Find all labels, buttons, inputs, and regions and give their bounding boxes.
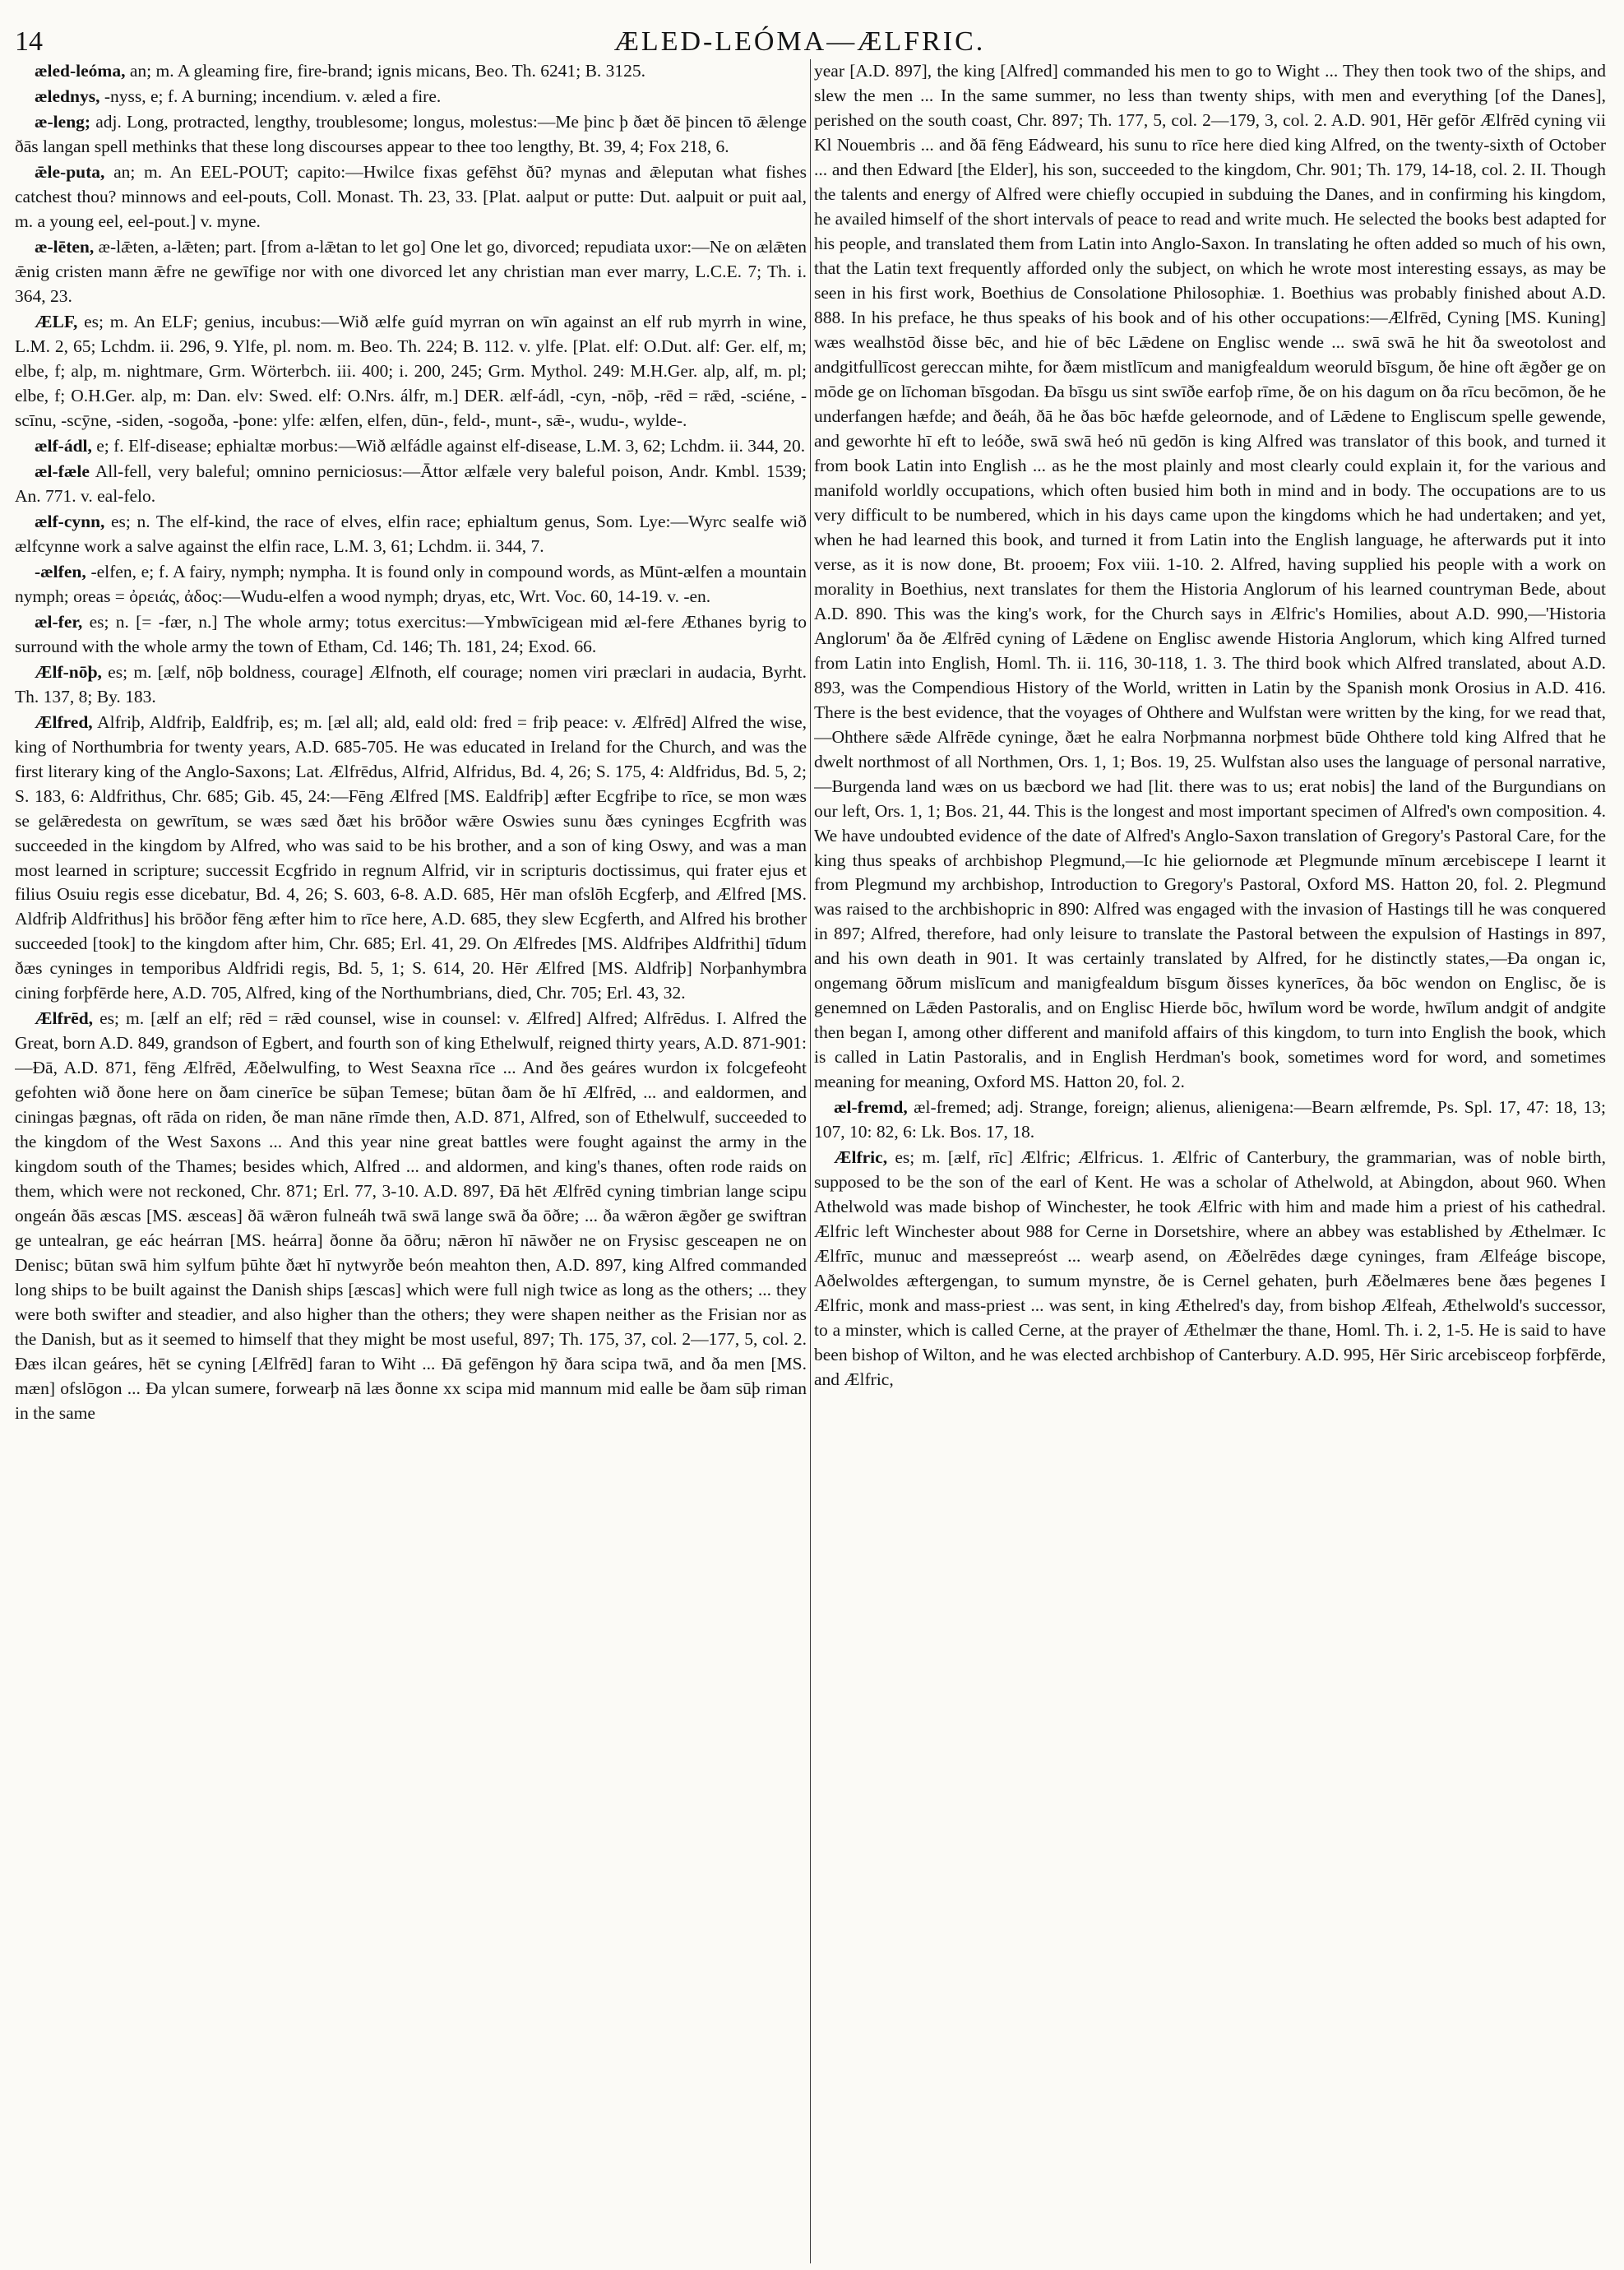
- entry-text: -nyss, e; f. A burning; incendium. v. æled a fire.: [104, 86, 442, 106]
- entry-text: es; n. [= -fær, n.] The whole army; totus exercitus:—Ymbwīcigean mid æl-fere Æthanes byrig to surround with the whole army the town of Etham, Cd. 146; Th. 181, 24; Exod. 66.: [15, 611, 807, 656]
- entry-text: es; n. The elf-kind, the race of elves, elfin race; ephialtum genus, Som. Lye:—Wyrc sealfe wið ælfcynne work a salve against the elfin race, L.M. 3, 61; Lchdm. ii. 344, 7.: [15, 511, 807, 556]
- entry-headword: Ælfric,: [834, 1147, 888, 1168]
- entry-text: e; f. Elf-disease; ephialtæ morbus:—Wið ælfádle against elf-disease, L.M. 3, 62; Lchdm. ii. 344, 20.: [96, 435, 806, 456]
- dictionary-entry: [15, 510, 807, 559]
- entry-text: Alfriþ, Aldfriþ, Ealdfriþ, es; m. [æl all; ald, eald old: fred = friþ peace: v. Ælfrēd] Alfred the wise, king of Northumbria for twenty years, A.D. 685-705. He was educated in Ireland for the Church, and was the first literary king of the Anglo-Saxons; Lat. Ælfrēdus, Alfrid, Alfridus, Bd. 4, 26; S. 175, 4: Aldfridus, Bd. 5, 2; S. 183, 6: Aldfrithus, Chr. 685; Gib. 45, 24:—Fēng Ælfred [MS. Ealdfriþ] æfter Ecgfriþe to rīce, se mon wæs se gelǣredesta on gewrītum, se wæs sæd ðæt his brōðor wǣre Oswies sunu ðæs cyninges Ecgfrith was succeeded in the kingdom by Alfred, who was said to be his brother, and a son of king Oswy, and was a man most learned in scripture; successit Ecgfrido in regnum Alfrid, vir in scripturis doctissimus, qui frater ejus et filius Osuiu regis esse dicebatur, Bd. 4, 26; S. 603, 6-8. A.D. 685, Hēr man ofslōh Ecgferþ, and Ælfred [MS. Aldfriþ Aldfrithus] his brōðor fēng æfter him to rīce here, A.D. 685, they slew Ecgferth, and Alfred his brother succeeded [took] to the kingdom after him, Chr. 685; Erl. 41, 29. On Ælfredes [MS. Aldfriþes Aldfrithi] tīdum ðæs cyninges in temporibus Aldfridi regis, Bd. 5, 1; S. 614, 20. Hēr Ælfred [MS. Aldfriþ] Norþanhymbra cining forþfērde here, A.D. 705, Alfred, king of the Northumbrians, died, Chr. 705; Erl. 43, 32.: [15, 711, 807, 1003]
- entry-text: -elfen, e; f. A fairy, nymph; nympha. It is found only in compound words, as Mūnt-ælfen a mountain nymph; oreas = ὀρειάς, ἀδος:—Wudu-elfen a wood nymph; dryas, etc, Wrt. Voc. 60, 14-19. v. -en.: [15, 561, 807, 606]
- dictionary-entry: [15, 460, 807, 509]
- entry-text: year [A.D. 897], the king [Alfred] commanded his men to go to Wight ... They then took two of the ships, and slew the men ... In the same summer, no less than twenty ships, with men and everything [of the Danes], perished on the south coast, Chr. 897; Th. 177, 5, col. 2—179, 3, col. 2. A.D. 901, Hēr gefōr Ælfrēd cyning vii Kl Nouembris ... and ðā fēng Eádweard, his sunu to rīce here died king Alfred, on the twenty-sixth of October ... and then Edward [the Elder], his son, succeeded to the kingdom, Chr. 901; Th. 179, 14-18, col. 2. II. Though the talents and energy of Alfred were chiefly occupied in subduing the Danes, and in confirming his kingdom, he availed himself of the short intervals of peace to read and write much. He selected the books best adapted for his people, and translated them from Latin into Anglo-Saxon. In translating he often added so much of his own, that the Latin text frequently afforded only the subject, on which he wrote most interesting essays, as may be seen in his first work, Boethius de Consolatione Philosophiæ. 1. Boethius was probably finished about A.D. 888. In his preface, he thus speaks of his book and of his other occupations:—Ælfrēd, Cyning [MS. Kuning] wæs wealhstōd ðisse bēc, and hie of bēc Lǣdene on Englisc wende ... swā swā he hit ða sweotolost and andgitfullīcost gereccan mihte, for ðæm mistlīcum and manigfealdum weoruld bīsgum, ðe hine oft ǣgðer ge on mōde ge on līchoman bīsgodan. Ða bīsgu us sint swīðe earfoþ rīme, ðe on his dagum on ða rīcu becōmon, ðe he underfangen hæfde; and ðeáh, ðā he ðas bōc hæfde geleornode, and of Lǣdene to Engliscum spelle gewende, and geworhte hī eft to leóðe, swā swā heó nū gedōn is king Alfred was translator of this book, and turned it from book Latin into English ... as he the most plainly and most clearly could explain it, for the various and manifold worldly occupations, which often busied him both in mind and in body. The occupations are to us very difficult to be numbered, which in his days came upon the kingdoms which he had undertaken; and yet, when he had learned this book, and turned it from Latin into the English language, he afterwards put it into verse, as it is now done, Bt. prooem; Fox viii. 1-10. 2. Alfred, having supplied his people with a work on morality in Boethius, next translates for them the Historia Anglorum of his learned countryman Bede, about A.D. 890. This was the king's work, for the Church says in Ælfric's Homilies, about A.D. 990,—'Historia Anglorum' ða ðe Ælfrēd cyning of Lǣdene on Englisc awende Historia Anglorum, which king Alfred turned from Latin into English, Homl. Th. ii. 116, 30-118, 1. 3. The third book which Alfred translated, about A.D. 893, was the Compendious History of the World, written in Latin by the Spanish monk Orosius in A.D. 416. There is the best evidence, that the voyages of Ohthere and Wulfstan were written by the king, for we read that,—Ohthere sǣde Alfrēde cyninge, ðæt he ealra Norþmanna norþmest būde Ohthere told king Alfred that he dwelt northmost of all Northmen, Ors. 1, 1; Bos. 19, 25. Wulfstan also uses the language of personal narrative,—Burgenda land wæs on us bæcbord we had [lit. there was to us; erat nobis] the land of the Burgundians on our left, Ors. 1, 1; Bos. 21, 44. This is the longest and most important specimen of Alfred's own composition. 4. We have undoubted evidence of the date of Alfred's Anglo-Saxon translation of Gregory's Pastoral Care, for the king thus speaks of archbishop Plegmund,—Ic hie geliornode æt Plegmunde mīnum ærcebiscepe I learnt it from Plegmund my archbishop, Introduction to Gregory's Pastoral, Oxford MS. Hatton 20, fol. 2. Plegmund was raised to the archbishopric in 890: Alfred was engaged with the invasion of Hastings till he was conquered in 897; Alfred, therefore, had only leisure to translate the Pastoral between the expulsion of Hastings in 897, and his own death in 901. It was certainly translated by Alfred, for he distinctly states,—Ða ongan ic, ongemang ōðrum mislīcum and manigfealdum bīsgum ðisses kynerīces, ða bōc wendon on Englisc, ðe is genemned on Lǣden Pastoralis, and on Englisc Hierde bōc, hwīlum word be worde, hwīlum andgit of andgite then began I, among other different and manifold affairs of this kingdom, to turn into English the book, which is called in Latin Pastoralis, and in English Herdman's book, sometimes word for word, and sometimes meaning for meaning, Oxford MS. Hatton 20, fol. 2.: [814, 61, 1606, 1092]
- dictionary-entry: [15, 235, 807, 309]
- entry-headword: æ-lēten,: [35, 236, 95, 257]
- entry-text: an; m. A gleaming fire, fire-brand; ignis micans, Beo. Th. 6241; B. 3125.: [129, 61, 646, 81]
- dictionary-entry: [15, 560, 807, 609]
- entry-headword: ǣle-puta,: [35, 161, 105, 182]
- dictionary-entry: [814, 1146, 1606, 1392]
- running-head: ÆLED-LEÓMA—ÆLFRIC.: [613, 26, 986, 57]
- entry-text: adj. Long, protracted, lengthy, troublesome; longus, molestus:—Me þinc þ ðæt ðē þincen tō ǣlenge ðās langan spell methinks that these long discourses appear to thee too lengthy, Bt. 39, 4; Fox 218, 6.: [15, 111, 807, 156]
- entry-text: an; m. An EEL-POUT; capito:—Hwilce fixas gefēhst ðū? mynas and ǣleputan what fishes catchest thou? minnows and eel-pouts, Coll. Monast. Th. 23, 33. [Plat. aalput or putte: Dut. aalpuit or puit aal, m. a young eel, eel-pout.] v. myne.: [15, 161, 807, 231]
- dictionary-entry: [814, 1096, 1606, 1145]
- entry-headword: Ælfrēd,: [35, 1008, 94, 1029]
- entry-headword: ælednys,: [35, 86, 100, 106]
- entry-text: es; m. An ELF; genius, incubus:—Wið ælfe guíd myrran on wīn against an elf rub myrrh in wine, L.M. 2, 65; Lchdm. ii. 296, 9. Ylfe, pl. nom. m. Beo. Th. 224; B. 112. v. ylfe. [Plat. elf: O.Dut. alf: Ger. elf, m; elbe, f; alp, m. nightmare, Grm. Wörterbch. iii. 400; i. 200, 245; Grm. Mythol. 249: M.H.Ger. alp, alf, m. pl; elbe, f; O.H.Ger. alp, m: Dan. elv: Swed. elf: O.Nrs. álfr, m.] DER. ælf-ádl, -cyn, -nōþ, -rēd = rǣd, -sciéne, -scīnu, -scȳne, -siden, -sogoða, -þone: ylfe: ælfen, elfen, dūn-, feld-, munt-, sǣ-, wudu-, wylde-.: [15, 311, 807, 430]
- dictionary-entry: [814, 59, 1606, 1095]
- text-columns: [15, 59, 1606, 2263]
- dictionary-entry: [15, 59, 807, 84]
- entry-text: æ-lǣten, a-lǣten; part. [from a-lǣtan to let go] One let go, divorced; repudiata uxor:—Ne on ælǣten ǣnig cristen mann ǣfre ne gewīfige nor with one divorced let any christian man ever marry, L.C.E. 7; Th. i. 364, 23.: [15, 236, 807, 306]
- entry-headword: æl-fremd,: [834, 1097, 908, 1118]
- page-number: 14: [15, 26, 43, 57]
- entry-headword: æl-fer,: [35, 611, 83, 632]
- entry-text: es; m. [ælf, rīc] Ælfric; Ælfricus. 1. Ælfric of Canterbury, the grammarian, was of noble birth, supposed to be the son of the earl of Kent. He was a scholar of Athelwold, at Abingdon, about 960. When Athelwold was made bishop of Winchester, he took Ælfric with him and made him a priest of his cathedral. Ælfric left Winchester about 988 for Cerne in Dorsetshire, where an abbey was established by Æthelmær. Ic Ælfrīc, munuc and mæssepreóst ... wearþ asend, on Æðelrēdes dæge cyninges, fram Ælfeáge biscope, Aðelwoldes æftergengan, to sumum mynstre, ðe is Cernel gehaten, þurh Æðelmæres bene ðæs þegenes I Ælfric, monk and mass-priest ... was sent, in king Æthelred's day, from bishop Ælfeah, Æthelwold's successor, to a minster, which is called Cerne, at the prayer of Æthelmær the thane, Homl. Th. i. 2, 1-5. He is said to have been bishop of Wilton, and he was elected archbishop of Canterbury. A.D. 995, Hēr Siric arcebisceop forþfērde, and Ælfric,: [814, 1147, 1606, 1390]
- entry-headword: æl-fæle: [35, 461, 90, 481]
- entry-headword: ÆLF,: [35, 311, 78, 331]
- entry-text: es; m. [ælf an elf; rēd = rǣd counsel, wise in counsel: v. Ælfred] Alfred; Alfrēdus. I. Alfred the Great, born A.D. 849, grandson of Egbert, and fourth son of king Ethelwulf, reigned thirty years, A.D. 871-901:—Ðā, A.D. 871, fēng Ælfrēd, Æðelwulfing, to West Seaxna rīce ... And ðes geáres wurdon ix folcgefeoht gefohten wið ðone here on ðam cinerīce be sūþan Temese; būtan ðam ðe hī Ælfrēd, ... and ealdormen, and ciningas þægnas, oft rāda on riden, ðe man nāne rīmde then, A.D. 871, Alfred, son of Ethelwulf, succeeded to the kingdom of the West Saxons ... And this year nine great battles were fought against the army in the kingdom south of the Thames; besides which, Alfred ... and aldormen, and king's thanes, often rode raids on them, which were not reckoned, Chr. 871; Erl. 77, 3-10. A.D. 897, Ðā hēt Ælfrēd cyning timbrian lange scipu ongeán ðās æscas [MS. æsceas] ðā wǣron fulneáh twā swā lange swā ða ōðre; ... ða wǣron ǣgðer ge swiftran ge untealran, ge eác heárran [MS. heárra] ðonne ða ōðru; nǣron hī nāwðer ne on Frysisc gesceapen ne on Denisc; būtan swā him sylfum þūhte ðæt hī nytwyrðe beón meahton then, A.D. 897, king Alfred commanded long ships to be built against the Danish ships [æscas] which were full nigh twice as long as the others; ... they were both swifter and steadier, and also higher than the others; they were shapen neither as the Frisian nor as the Danish, but as it seemed to himself that they might be most useful, 897; Th. 175, 37, col. 2—177, 5, col. 2. Ðæs ilcan geáres, hēt se cyning [Ælfrēd] faran to Wiht ... Ðā gefēngon hȳ ðara scipa twā, and ða men [MS. mæn] ofslōgon ... Ða ylcan sumere, forwearþ nā læs ðonne xx scipa mid mannum mid ealle be ðam sūþ riman in the same: [15, 1008, 807, 1424]
- entry-text: All-fell, very baleful; omnino perniciosus:—Āttor ælfæle very baleful poison, Andr. Kmbl. 1539; An. 771. v. eal-felo.: [15, 461, 807, 506]
- dictionary-entry: [15, 310, 807, 433]
- dictionary-entry: [15, 610, 807, 660]
- dictionary-entry: [15, 711, 807, 1007]
- entry-headword: Ælf-nōþ,: [35, 661, 102, 682]
- entry-headword: -ælfen,: [35, 561, 86, 581]
- entry-headword: Ælfred,: [35, 711, 93, 732]
- page-header: [15, 15, 1606, 58]
- dictionary-entry: [15, 660, 807, 710]
- dictionary-entry: [15, 110, 807, 160]
- dictionary-entry: [15, 434, 807, 459]
- dictionary-entry: [15, 160, 807, 234]
- entry-headword: ælf-cynn,: [35, 511, 105, 531]
- entry-headword: æled-leóma,: [35, 61, 126, 81]
- entry-text: es; m. [ælf, nōþ boldness, courage] Ælfnoth, elf courage; nomen viri præclari in audacia, Byrht. Th. 137, 8; By. 183.: [15, 661, 807, 706]
- column-divider: [810, 59, 811, 2263]
- entry-text: æl-fremed; adj. Strange, foreign; alienus, alienigena:—Bearn ælfremde, Ps. Spl. 17, 47: 18, 13; 107, 10: 82, 6: Lk. Bos. 17, 18.: [814, 1097, 1606, 1142]
- entry-headword: æ-leng;: [35, 111, 91, 132]
- right-column: [814, 59, 1606, 2263]
- dictionary-entry: [15, 1007, 807, 1426]
- left-column: [15, 59, 807, 2263]
- entry-headword: ælf-ádl,: [35, 435, 92, 456]
- dictionary-entry: [15, 85, 807, 109]
